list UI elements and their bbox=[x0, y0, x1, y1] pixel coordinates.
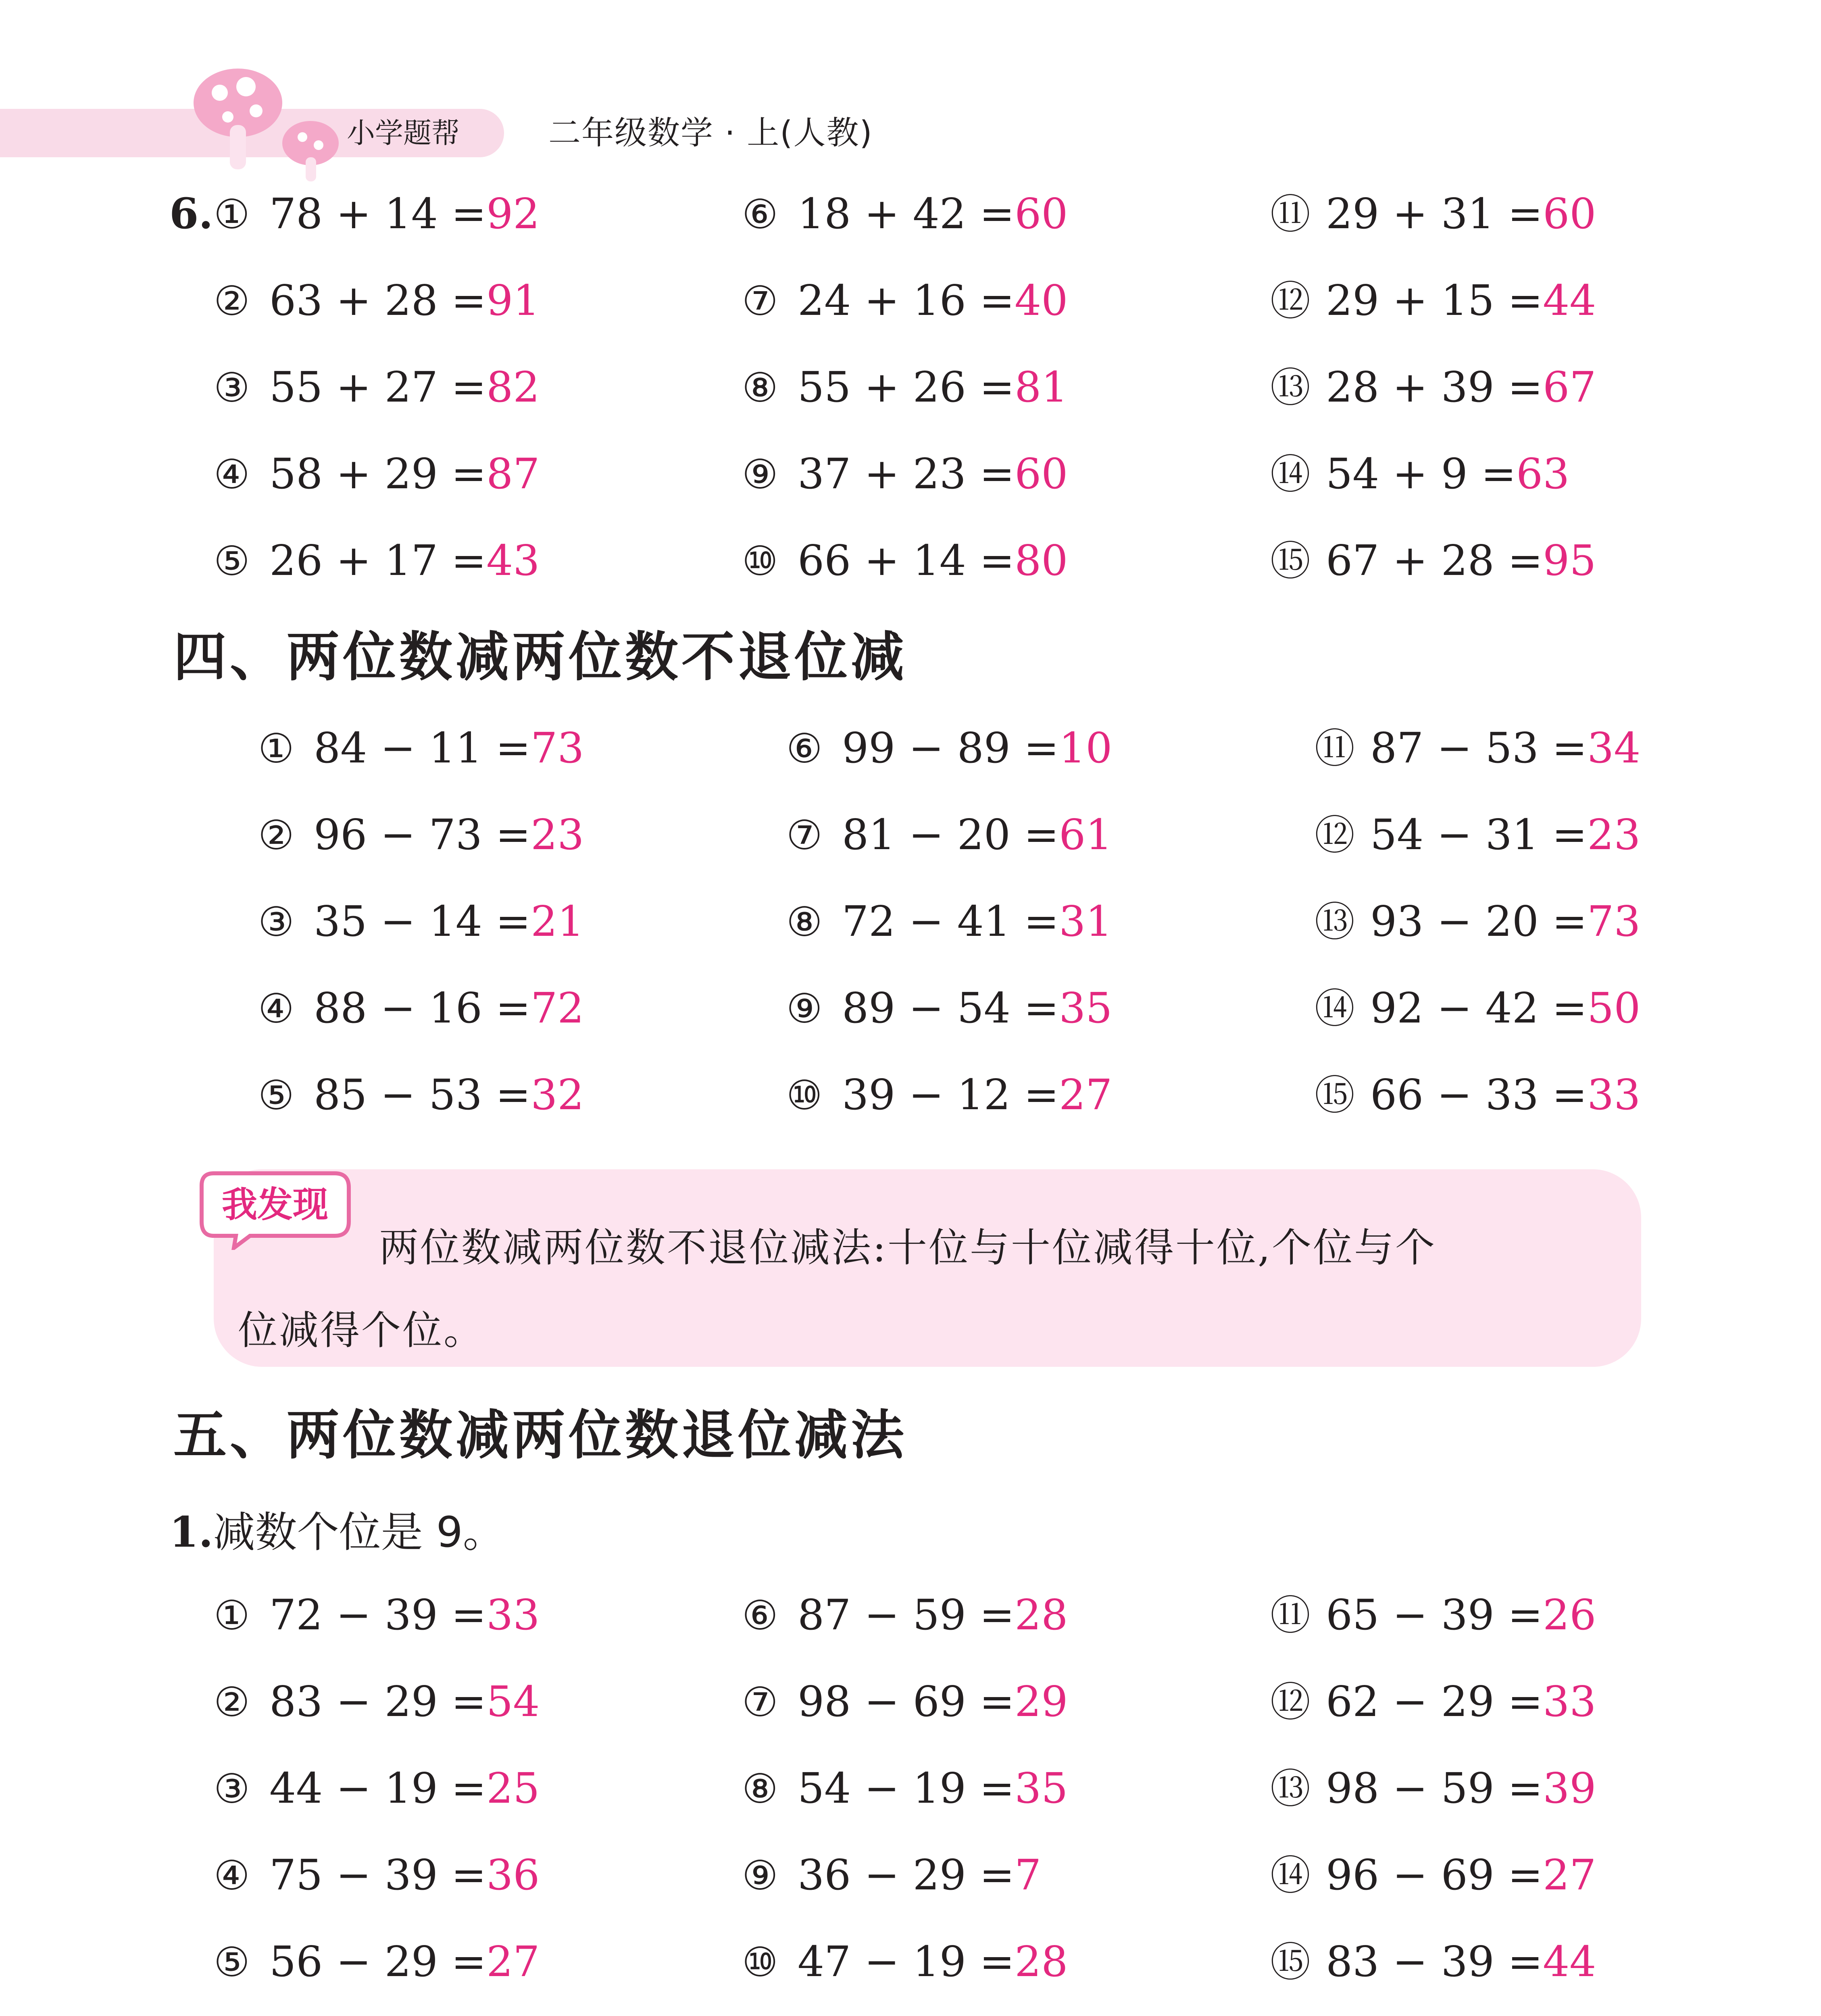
item-number: ③ bbox=[214, 364, 250, 411]
item-number: ⑭ bbox=[1270, 1852, 1311, 1899]
item-number: ⑦ bbox=[742, 1679, 778, 1726]
equation bbox=[258, 802, 584, 867]
item-number: ⑫ bbox=[1270, 1679, 1311, 1726]
expression: 18 + 42 = bbox=[798, 189, 1015, 238]
item-number: ⑤ bbox=[214, 537, 250, 585]
expression: 55 + 27 = bbox=[269, 362, 487, 412]
item-number: ③ bbox=[214, 1765, 250, 1812]
answer: 73 bbox=[531, 723, 584, 773]
expression: 58 + 29 = bbox=[269, 449, 487, 498]
equation bbox=[1270, 1583, 1596, 1647]
expression: 81 − 20 = bbox=[842, 810, 1059, 859]
equation bbox=[1270, 268, 1596, 333]
item-number: ⑪ bbox=[1270, 191, 1311, 238]
expression: 84 − 11 = bbox=[314, 723, 531, 773]
equation bbox=[214, 268, 540, 333]
answer: 21 bbox=[531, 897, 584, 946]
answer: 50 bbox=[1587, 983, 1641, 1033]
answer: 25 bbox=[486, 1764, 540, 1813]
equation bbox=[214, 1583, 540, 1647]
item-number: ⑧ bbox=[786, 898, 823, 946]
item-number: ⑮ bbox=[1270, 1939, 1311, 1986]
answer: 81 bbox=[1015, 362, 1068, 412]
equation bbox=[1270, 181, 1596, 246]
equation bbox=[1270, 355, 1596, 419]
expression: 54 + 9 = bbox=[1326, 449, 1516, 498]
sub-question bbox=[169, 1500, 505, 1564]
equation bbox=[742, 442, 1068, 506]
item-number: ② bbox=[258, 812, 294, 859]
item-number: ③ bbox=[258, 898, 294, 946]
item-number: ⑮ bbox=[1315, 1072, 1355, 1119]
answer: 7 bbox=[1015, 1850, 1042, 1899]
equation bbox=[742, 1929, 1068, 1994]
item-number: ⑤ bbox=[214, 1939, 250, 1986]
answer: 63 bbox=[1516, 449, 1570, 498]
item-number: ⑥ bbox=[786, 725, 823, 772]
expression: 72 − 39 = bbox=[269, 1590, 487, 1639]
expression: 62 − 29 = bbox=[1326, 1677, 1543, 1726]
answer: 33 bbox=[1543, 1677, 1596, 1726]
item-number: ⑬ bbox=[1270, 364, 1311, 411]
equation bbox=[742, 1756, 1068, 1820]
equation bbox=[1315, 976, 1640, 1040]
equation bbox=[214, 1929, 540, 1994]
item-number: ⑥ bbox=[742, 191, 778, 238]
item-number: ⑪ bbox=[1315, 725, 1355, 772]
expression: 93 − 20 = bbox=[1370, 897, 1588, 946]
expression: 89 − 54 = bbox=[842, 983, 1059, 1033]
expression: 36 − 29 = bbox=[798, 1850, 1015, 1899]
expression: 28 + 39 = bbox=[1326, 362, 1543, 412]
expression: 66 − 33 = bbox=[1370, 1070, 1588, 1119]
equation bbox=[1270, 1669, 1596, 1734]
answer: 28 bbox=[1015, 1937, 1068, 1986]
item-number: ⑪ bbox=[1270, 1592, 1311, 1639]
expression: 88 − 16 = bbox=[314, 983, 531, 1033]
expression: 44 − 19 = bbox=[269, 1764, 487, 1813]
equation bbox=[214, 1669, 540, 1734]
answer: 32 bbox=[531, 1070, 584, 1119]
answer: 39 bbox=[1543, 1764, 1596, 1813]
expression: 98 − 69 = bbox=[798, 1677, 1015, 1726]
answer: 31 bbox=[1059, 897, 1113, 946]
answer: 27 bbox=[486, 1937, 540, 1986]
equation bbox=[786, 889, 1112, 954]
equation bbox=[214, 1756, 540, 1820]
equation bbox=[214, 442, 540, 506]
item-number: ⑨ bbox=[742, 451, 778, 498]
expression: 26 + 17 = bbox=[269, 536, 487, 585]
item-number: ⑩ bbox=[786, 1072, 823, 1119]
expression: 54 − 31 = bbox=[1370, 810, 1588, 859]
expression: 54 − 19 = bbox=[798, 1764, 1015, 1813]
answer: 40 bbox=[1015, 276, 1068, 325]
item-number: ⑤ bbox=[258, 1072, 294, 1119]
answer: 43 bbox=[486, 536, 540, 585]
expression: 63 + 28 = bbox=[269, 276, 487, 325]
answer: 60 bbox=[1543, 189, 1596, 238]
expression: 47 − 19 = bbox=[798, 1937, 1015, 1986]
answer: 29 bbox=[1015, 1677, 1068, 1726]
answer: 61 bbox=[1059, 810, 1113, 859]
expression: 78 + 14 = bbox=[269, 189, 487, 238]
item-number: ⑦ bbox=[742, 277, 778, 325]
equation bbox=[1270, 1756, 1596, 1820]
expression: 85 − 53 = bbox=[314, 1070, 531, 1119]
expression: 56 − 29 = bbox=[269, 1937, 487, 1986]
item-number: ⑭ bbox=[1315, 985, 1355, 1032]
item-number: ⑨ bbox=[786, 985, 823, 1032]
expression: 67 + 28 = bbox=[1326, 536, 1543, 585]
item-number: ② bbox=[214, 277, 250, 325]
equation bbox=[786, 802, 1112, 867]
equation bbox=[258, 976, 584, 1040]
item-number: ⑮ bbox=[1270, 537, 1311, 585]
badge-text: 我发现 bbox=[221, 1184, 329, 1225]
equation bbox=[742, 355, 1068, 419]
equation bbox=[1315, 889, 1640, 954]
expression: 96 − 69 = bbox=[1326, 1850, 1543, 1899]
equation bbox=[214, 355, 540, 419]
answer: 73 bbox=[1587, 897, 1641, 946]
item-number: ④ bbox=[214, 1852, 250, 1899]
answer: 26 bbox=[1543, 1590, 1596, 1639]
item-number: ② bbox=[214, 1679, 250, 1726]
question-number: 6. bbox=[169, 189, 213, 238]
answer: 35 bbox=[1059, 983, 1113, 1033]
expression: 72 − 41 = bbox=[842, 897, 1059, 946]
equation bbox=[258, 1062, 584, 1127]
expression: 83 − 29 = bbox=[269, 1677, 487, 1726]
equation bbox=[742, 1669, 1068, 1734]
expression: 75 − 39 = bbox=[269, 1850, 487, 1899]
expression: 35 − 14 = bbox=[314, 897, 531, 946]
expression: 83 − 39 = bbox=[1326, 1937, 1543, 1986]
expression: 29 + 31 = bbox=[1326, 189, 1543, 238]
answer: 28 bbox=[1015, 1590, 1068, 1639]
mushroom-logo-icon bbox=[190, 65, 343, 185]
equation bbox=[1270, 1843, 1596, 1907]
answer: 27 bbox=[1059, 1070, 1113, 1119]
equation bbox=[742, 1843, 1041, 1907]
expression: 66 + 14 = bbox=[798, 536, 1015, 585]
expression: 39 − 12 = bbox=[842, 1070, 1059, 1119]
answer: 33 bbox=[486, 1590, 540, 1639]
equation bbox=[1315, 1062, 1640, 1127]
equation bbox=[258, 716, 584, 780]
item-number: ⑫ bbox=[1315, 812, 1355, 859]
sub-question-number: 1. bbox=[169, 1507, 213, 1557]
item-number: ⑨ bbox=[742, 1852, 778, 1899]
equation bbox=[1270, 1929, 1596, 1994]
expression: 87 − 59 = bbox=[798, 1590, 1015, 1639]
expression: 92 − 42 = bbox=[1370, 983, 1588, 1033]
answer: 10 bbox=[1059, 723, 1113, 773]
item-number: ① bbox=[258, 725, 294, 772]
item-number: ⑫ bbox=[1270, 277, 1311, 325]
item-number: ⑧ bbox=[742, 1765, 778, 1812]
equation bbox=[1270, 528, 1596, 593]
answer: 87 bbox=[486, 449, 540, 498]
expression: 37 + 23 = bbox=[798, 449, 1015, 498]
book-title: 二年级数学 · 上(人教) bbox=[548, 114, 873, 152]
equation bbox=[742, 528, 1068, 593]
expression: 29 + 15 = bbox=[1326, 276, 1543, 325]
expression: 55 + 26 = bbox=[798, 362, 1015, 412]
answer: 34 bbox=[1587, 723, 1641, 773]
equation bbox=[214, 181, 540, 246]
answer: 44 bbox=[1543, 276, 1596, 325]
equation bbox=[786, 1062, 1112, 1127]
answer: 91 bbox=[486, 276, 540, 325]
answer: 33 bbox=[1587, 1070, 1641, 1119]
answer: 82 bbox=[486, 362, 540, 412]
item-number: ⑥ bbox=[742, 1592, 778, 1639]
item-number: ⑬ bbox=[1315, 898, 1355, 946]
item-number: ⑩ bbox=[742, 1939, 778, 1986]
expression: 24 + 16 = bbox=[798, 276, 1015, 325]
answer: 27 bbox=[1543, 1850, 1596, 1899]
answer: 95 bbox=[1543, 536, 1596, 585]
answer: 60 bbox=[1015, 189, 1068, 238]
tip-text: 位减得个位。 bbox=[238, 1308, 485, 1354]
answer: 23 bbox=[531, 810, 584, 859]
answer: 72 bbox=[531, 983, 584, 1033]
answer: 23 bbox=[1587, 810, 1641, 859]
equation bbox=[742, 181, 1068, 246]
item-number: ① bbox=[214, 1592, 250, 1639]
item-number: ⑧ bbox=[742, 364, 778, 411]
item-number: ① bbox=[214, 191, 250, 238]
equation bbox=[786, 716, 1112, 780]
answer: 36 bbox=[486, 1850, 540, 1899]
series-name: 小学题帮 bbox=[347, 117, 460, 150]
item-number: ⑬ bbox=[1270, 1765, 1311, 1812]
section-title: 五、两位数减两位数退位减法 bbox=[173, 1404, 907, 1466]
equation bbox=[1270, 442, 1569, 506]
expression: 96 − 73 = bbox=[314, 810, 531, 859]
tip-text: 两位数减两位数不退位减法:十位与十位减得十位,个位与个 bbox=[379, 1225, 1437, 1271]
equation bbox=[742, 1583, 1068, 1647]
answer: 35 bbox=[1015, 1764, 1068, 1813]
expression: 98 − 59 = bbox=[1326, 1764, 1543, 1813]
equation bbox=[1315, 802, 1640, 867]
equation bbox=[786, 976, 1112, 1040]
equation bbox=[1315, 716, 1640, 780]
sub-question-text: 减数个位是 9。 bbox=[213, 1508, 505, 1557]
answer: 54 bbox=[486, 1677, 540, 1726]
item-number: ⑦ bbox=[786, 812, 823, 859]
discovery-badge-icon bbox=[190, 1169, 359, 1250]
answer: 44 bbox=[1543, 1937, 1596, 1986]
equation bbox=[214, 1843, 540, 1907]
item-number: ④ bbox=[258, 985, 294, 1032]
equation bbox=[258, 889, 584, 954]
answer: 92 bbox=[486, 189, 540, 238]
answer: 60 bbox=[1015, 449, 1068, 498]
section-title: 四、两位数减两位数不退位减 bbox=[173, 626, 907, 688]
equation bbox=[742, 268, 1068, 333]
equation bbox=[214, 528, 540, 593]
item-number: ④ bbox=[214, 451, 250, 498]
expression: 87 − 53 = bbox=[1370, 723, 1588, 773]
expression: 65 − 39 = bbox=[1326, 1590, 1543, 1639]
expression: 99 − 89 = bbox=[842, 723, 1059, 773]
item-number: ⑭ bbox=[1270, 451, 1311, 498]
answer: 80 bbox=[1015, 536, 1068, 585]
answer: 67 bbox=[1543, 362, 1596, 412]
item-number: ⑩ bbox=[742, 537, 778, 585]
